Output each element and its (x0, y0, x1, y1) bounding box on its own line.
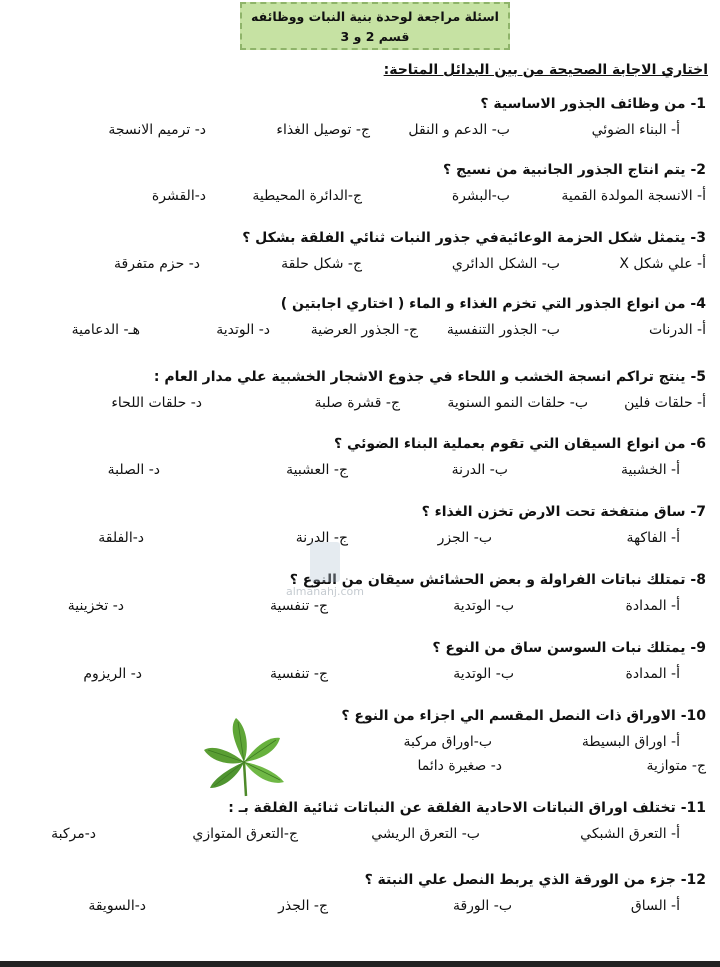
option-a[interactable]: أ- اوراق البسيطة (581, 734, 680, 750)
option-d[interactable]: د- الوتدية (216, 322, 270, 338)
question-text: 6- من انواع السيقان التي تقوم بعملية البناء الضوئي ؟ (333, 436, 706, 452)
question-text: 11- تختلف اوراق النباتات الاحادية الفلقة عن النباتات ثنائية الفلقة بـ : (228, 800, 706, 816)
question-text: 8- تمتلك نباتات الفراولة و بعض الحشائش سيقان من النوع ؟ (289, 572, 706, 588)
option-d[interactable]: د- ترميم الانسجة (108, 122, 206, 138)
option-a[interactable]: أ- المدادة (625, 598, 680, 614)
question-text: 1- من وظائف الجذور الاساسية ؟ (480, 96, 706, 112)
option-b[interactable]: ب-اوراق مركبة (403, 734, 492, 750)
option-d[interactable]: د- تخزينية (67, 598, 124, 614)
option-a[interactable]: أ- البناء الضوئي (591, 122, 680, 138)
instruction: اختاري الاجابة الصحيحة من بين البدائل المتاحة: (383, 62, 708, 78)
title-line-2: قسم 2 و 3 (340, 29, 410, 44)
option-a[interactable]: أ- الدرنات (649, 322, 706, 338)
option-c[interactable]: ج- الجذور العرضية (310, 322, 418, 338)
title-line-1: اسئلة مراجعة لوحدة بنية النبات ووظائفه (251, 9, 499, 24)
watermark-text: almanahj.com (286, 585, 364, 598)
option-c[interactable]: ج- الدرنة (295, 530, 348, 546)
option-d[interactable]: د- صغيرة دائما (417, 758, 502, 774)
question-text: 5- ينتج تراكم انسجة الخشب و اللحاء في جذوع الاشجار الخشبية علي مدار العام : (153, 369, 706, 385)
title-box (240, 2, 510, 50)
option-a[interactable]: أ- علي شكل X (619, 256, 706, 272)
option-c[interactable]: ج- متوازية (646, 758, 706, 774)
option-c[interactable]: ج- تنفسية (270, 666, 328, 682)
option-c[interactable]: ج- تنفسية (270, 598, 328, 614)
option-d[interactable]: د- الريزوم (83, 666, 142, 682)
option-e[interactable]: هـ- الدعامية (71, 322, 140, 338)
option-d[interactable]: د-القشرة (151, 188, 206, 204)
option-c[interactable]: ج- شكل حلقة (281, 256, 362, 272)
compound-leaf-image (196, 716, 296, 800)
option-c[interactable]: ج- الجذر (278, 898, 328, 914)
option-c[interactable]: ج- توصيل الغذاء (276, 122, 370, 138)
option-c[interactable]: ج- قشرة صلبة (314, 395, 400, 411)
option-d[interactable]: د-السويقة (88, 898, 146, 914)
question-text: 2- يتم انتاج الجذور الجانبية من نسيج ؟ (442, 162, 706, 178)
option-b[interactable]: ب- الوتدية (453, 598, 514, 614)
option-d[interactable]: د-الفلقة (98, 530, 144, 546)
option-a[interactable]: أ- الخشبية (620, 462, 680, 478)
option-b[interactable]: ب- الدعم و النقل (408, 122, 510, 138)
option-a[interactable]: أ- الساق (630, 898, 680, 914)
option-c[interactable]: ج- العشبية (286, 462, 348, 478)
option-b[interactable]: ب- حلقات النمو السنوية (447, 395, 588, 411)
option-b[interactable]: ب- الجذور التنفسية (446, 322, 560, 338)
option-d[interactable]: د- الصلبة (107, 462, 160, 478)
question-text: 7- ساق منتفخة تحت الارض تخزن الغذاء ؟ (421, 504, 706, 520)
question-text: 12- جزء من الورقة الذي يربط النصل علي النبتة ؟ (364, 872, 706, 888)
option-a[interactable]: أ- الفاكهة (626, 530, 680, 546)
option-b[interactable]: ب-البشرة (451, 188, 510, 204)
option-b[interactable]: ب- الشكل الدائري (451, 256, 560, 272)
option-b[interactable]: ب- التعرق الريشي (371, 826, 480, 842)
question-text: 9- يمتلك نبات السوسن ساق من النوع ؟ (432, 640, 706, 656)
option-c[interactable]: ج-الدائرة المحيطية (252, 188, 362, 204)
option-d[interactable]: د-مركبة (51, 826, 96, 842)
question-text: 10- الاوراق ذات النصل المقسم الي اجزاء من النوع ؟ (341, 708, 706, 724)
bottom-bar (0, 961, 720, 967)
option-b[interactable]: ب- الجزر (437, 530, 492, 546)
question-text: 3- يتمثل شكل الحزمة الوعائيةفي جذور النبات ثنائي الفلقة بشكل ؟ (242, 230, 706, 246)
option-a[interactable]: أ- التعرق الشبكي (580, 826, 680, 842)
option-d[interactable]: د- حلقات اللحاء (111, 395, 202, 411)
watermark (286, 542, 364, 598)
option-a[interactable]: أ- حلقات فلين (624, 395, 706, 411)
option-d[interactable]: د- حزم متفرقة (114, 256, 200, 272)
question-text: 4- من انواع الجذور التي تخزم الغذاء و الماء ( اختاري اجابتين ) (280, 296, 706, 312)
option-b[interactable]: ب- الورقة (452, 898, 512, 914)
watermark-logo-icon (310, 542, 340, 582)
option-a[interactable]: أ- المدادة (625, 666, 680, 682)
option-c[interactable]: ج-التعرق المتوازي (192, 826, 298, 842)
option-b[interactable]: ب- الوتدية (453, 666, 514, 682)
option-a[interactable]: أ- الانسجة المولدة القمية (561, 188, 706, 204)
option-b[interactable]: ب- الدرنة (451, 462, 508, 478)
